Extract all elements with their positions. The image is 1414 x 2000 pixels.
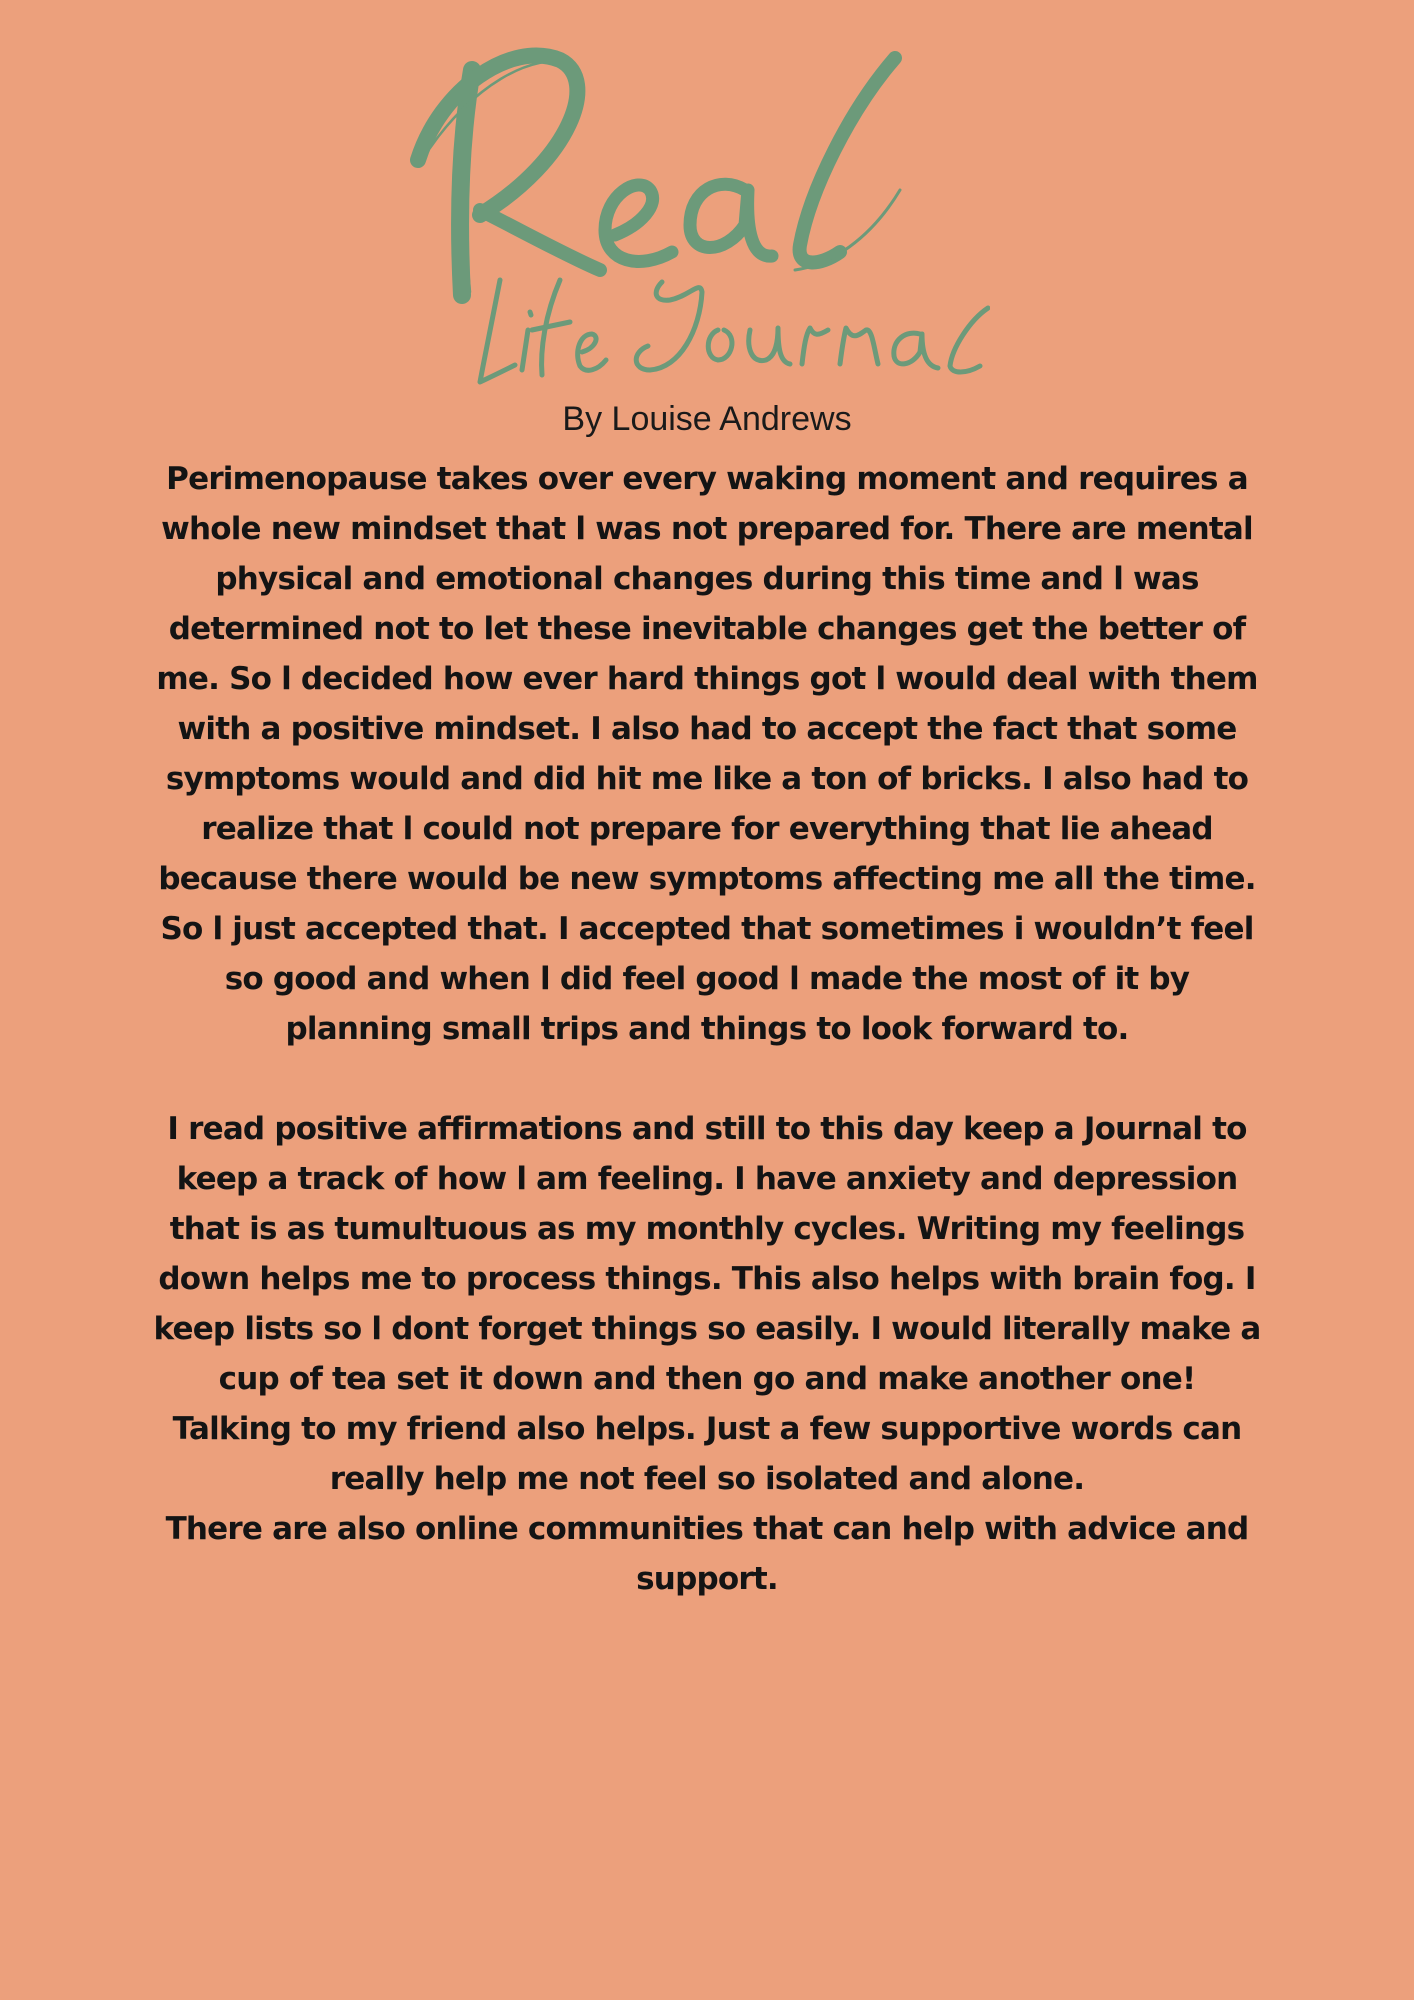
paragraph-affirmations: I read positive affirmations and still to this day keep a Journal to keep a track of how l am feeling. I have anxiety and depression that is as tumultuous as my monthly cycles. Writing my feelings down helps me to process things. This also helps with brain fog. I keep lists so l dont forget things so easily. I would literally make a cup of tea set it down and then go and make another one! bbox=[153, 1111, 1261, 1397]
paragraph-communities: There are also online communities that can help with advice and support. bbox=[165, 1511, 1249, 1597]
journal-body bbox=[150, 454, 1264, 1604]
paragraph-spacer bbox=[150, 1054, 1264, 1104]
paragraph-perimenopause: Perimenopause takes over every waking moment and requires a whole new mindset that l was not prepared for. There are mental physical and emotional changes during this time and l was determined not to let these inevitable changes get the better of me. So l decided how ever hard things got l would deal with them with a positive mindset. I also had to accept the fact that some symptoms would and did hit me like a ton of bricks. I also had to realize that l could not prepare for everything that lie ahead because there would be new symptoms affecting me all the time. So l just accepted that. I accepted that sometimes i wouldn’t feel so good and when l did feel good l made the most of it by planning small trips and things to look forward to. bbox=[156, 461, 1258, 1047]
author-byline: By Louise Andrews bbox=[562, 400, 852, 438]
real-life-journal-logo bbox=[400, 30, 990, 400]
logo-artwork bbox=[400, 30, 990, 400]
paragraph-friend: Talking to my friend also helps. Just a few supportive words can really help me not feel so isolated and alone. bbox=[172, 1411, 1242, 1497]
